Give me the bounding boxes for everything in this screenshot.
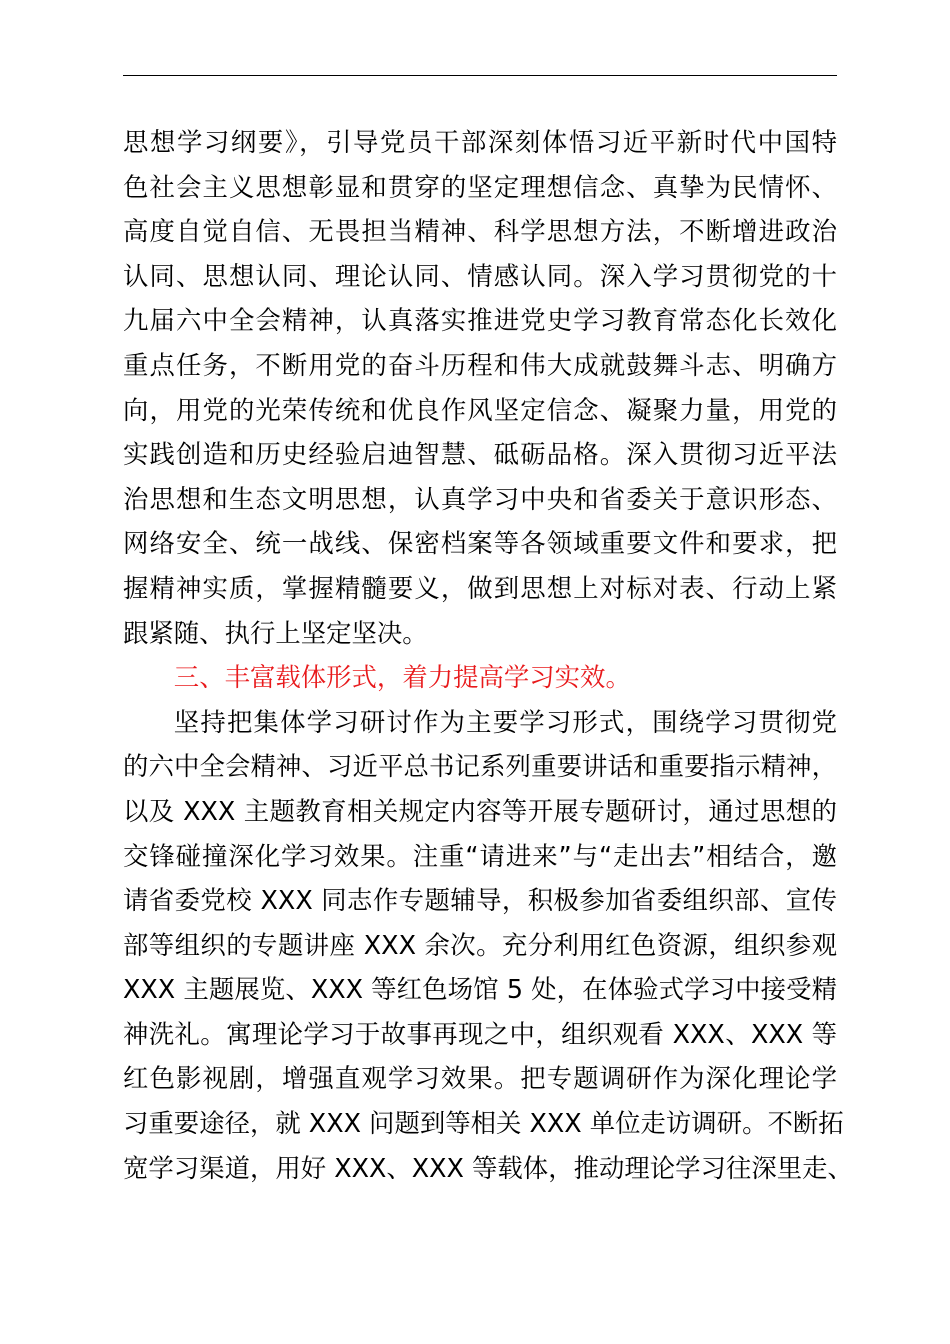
text-line: 以及 XXX 主题教育相关规定内容等开展专题研讨，通过思想的	[123, 795, 837, 826]
text-line: 重点任务，不断用党的奋斗历程和伟大成就鼓舞斗志、明确方	[123, 349, 837, 380]
text-line: 握精神实质，掌握精髓要义，做到思想上对标对表、行动上紧	[123, 572, 837, 603]
text-line: 九届六中全会精神，认真落实推进党史学习教育常态化长效化	[123, 305, 837, 336]
text-line: 坚持把集体学习研讨作为主要学习形式，围绕学习贯彻党	[173, 706, 837, 737]
text-line: 认同、思想认同、理论认同、情感认同。深入学习贯彻党的十	[123, 260, 837, 291]
text-line: 思想学习纲要》，引导党员干部深刻体悟习近平新时代中国特	[123, 127, 837, 157]
text-line: XXX 主题展览、XXX 等红色场馆 5 处，在体验式学习中接受精	[123, 974, 837, 1005]
text-line: 治思想和生态文明思想，认真学习中央和省委关于意识形态、	[123, 483, 837, 514]
body-text	[123, 120, 853, 1190]
text-line: 高度自觉自信、无畏担当精神、科学思想方法，不断增进政治	[123, 216, 837, 247]
text-line: 部等组织的专题讲座 XXX 余次。充分利用红色资源，组织参观	[123, 929, 837, 960]
text-line: 宽学习渠道，用好 XXX、XXX 等载体，推动理论学习往深里走、	[123, 1152, 853, 1183]
text-line: 跟紧随、执行上坚定坚决。	[123, 617, 428, 648]
text-line: 色社会主义思想彰显和贯穿的坚定理想信念、真挚为民情怀、	[123, 171, 837, 202]
text-line: 交锋碰撞深化学习效果。注重“请进来”与“走出去”相结合，邀	[123, 840, 837, 871]
header-rule	[123, 75, 837, 76]
text-line: 向，用党的光荣传统和优良作风坚定信念、凝聚力量，用党的	[123, 394, 837, 425]
text-line: 的六中全会精神、习近平总书记系列重要讲话和重要指示精神，	[123, 751, 837, 782]
text-line: 请省委党校 XXX 同志作专题辅导，积极参加省委组织部、宣传	[123, 885, 837, 916]
text-line: 实践创造和历史经验启迪智慧、砥砺品格。深入贯彻习近平法	[123, 439, 837, 470]
text-line: 神洗礼。寓理论学习于故事再现之中，组织观看 XXX、XXX 等	[123, 1018, 837, 1049]
text-line: 网络安全、统一战线、保密档案等各领域重要文件和要求，把	[123, 528, 837, 559]
text-line: 红色影视剧，增强直观学习效果。把专题调研作为深化理论学	[123, 1063, 837, 1094]
text-line: 习重要途径，就 XXX 问题到等相关 XXX 单位走访调研。不断拓	[123, 1108, 844, 1139]
section-heading: 三、丰富载体形式，着力提高学习实效。	[173, 662, 631, 693]
